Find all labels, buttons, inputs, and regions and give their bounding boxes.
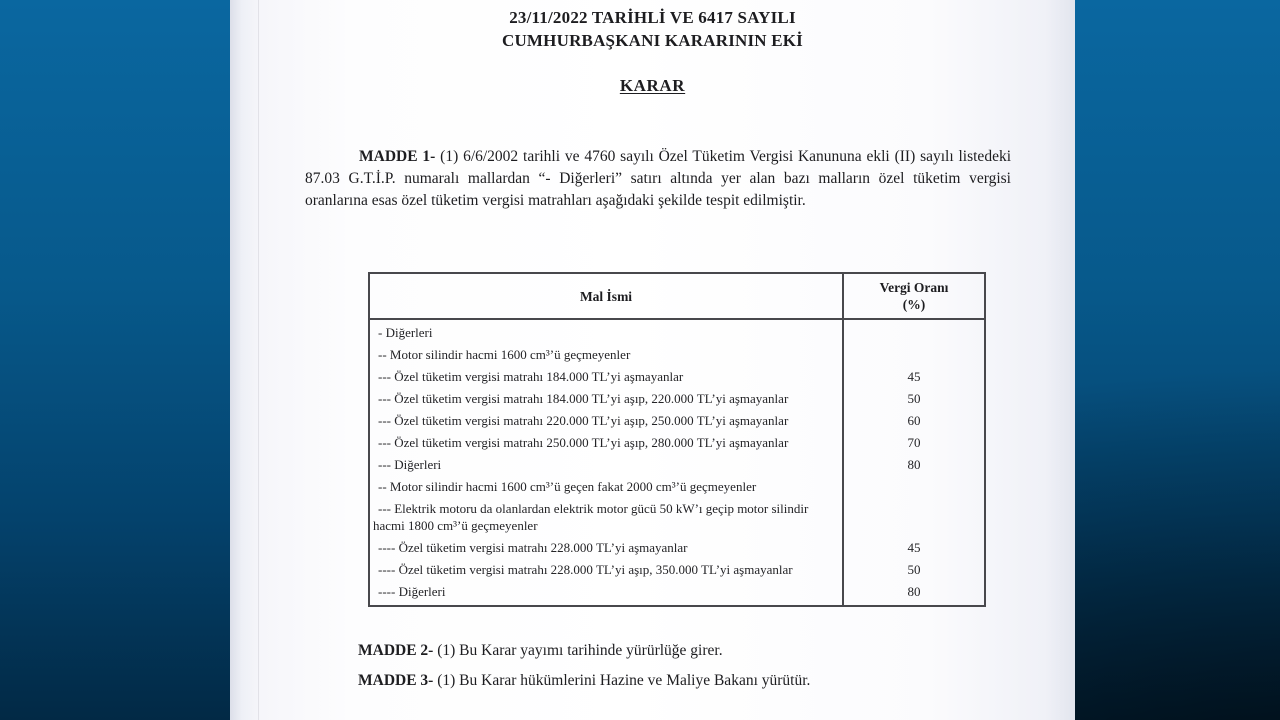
article-2-paragraph	[358, 641, 723, 661]
goods-name-cell: --- Özel tüketim vergisi matrahı 220.000 TL’yi aşıp, 250.000 TL’yi aşmayanlar	[369, 410, 843, 432]
tax-rate-cell: 45	[843, 366, 985, 388]
tax-rate-cell	[843, 319, 985, 344]
goods-name-cell: --- Elektrik motoru da olanlardan elektrik motor gücü 50 kW’ı geçip motor silindir hacmi 1800 cm³’ü geçmeyenler	[369, 498, 843, 537]
column-header-goods-name: Mal İsmi	[369, 273, 843, 319]
article-1-text: (1) 6/6/2002 tarihli ve 4760 sayılı Özel Tüketim Vergisi Kanununa ekli (II) sayılı listedeki 87.03 G.T.İ.P. numaralı mallardan “- Diğerleri” satırı altında yer alan bazı malların özel tüketim vergisi oranlarına esas özel tüketim vergisi matrahları aşağıdaki şekilde tespit edilmiştir.	[305, 148, 1012, 209]
goods-name-cell: ---- Özel tüketim vergisi matrahı 228.000 TL’yi aşmayanlar	[369, 537, 843, 559]
tax-rate-cell: 70	[843, 432, 985, 454]
goods-name-cell: --- Özel tüketim vergisi matrahı 250.000 TL’yi aşıp, 280.000 TL’yi aşmayanlar	[369, 432, 843, 454]
article-2-text: (1) Bu Karar yayımı tarihinde yürürlüğe girer.	[433, 642, 723, 659]
tax-rate-cell	[843, 498, 985, 537]
tax-rate-cell	[843, 476, 985, 498]
document-title	[230, 0, 1075, 52]
table-row	[369, 454, 985, 476]
tax-rate-header-line2: (%)	[902, 297, 926, 312]
goods-name-cell: ---- Özel tüketim vergisi matrahı 228.000 TL’yi aşıp, 350.000 TL’yi aşmayanlar	[369, 559, 843, 581]
table-header-row	[369, 273, 985, 319]
decision-heading: KARAR	[619, 76, 686, 95]
tax-rate-cell: 50	[843, 559, 985, 581]
tax-rate-cell	[843, 344, 985, 366]
column-header-tax-rate	[843, 273, 985, 319]
table-row	[369, 344, 985, 366]
table-row	[369, 410, 985, 432]
tax-rate-table	[368, 272, 986, 607]
article-3-text: (1) Bu Karar hükümlerini Hazine ve Maliye Bakanı yürütür.	[433, 672, 811, 689]
goods-name-cell: --- Özel tüketim vergisi matrahı 184.000 TL’yi aşıp, 220.000 TL’yi aşmayanlar	[369, 388, 843, 410]
article-3-label: MADDE 3-	[358, 672, 434, 689]
article-1-paragraph	[305, 146, 1011, 212]
goods-name-cell: -- Motor silindir hacmi 1600 cm³’ü geçen fakat 2000 cm³’ü geçmeyenler	[369, 476, 843, 498]
tax-rate-cell: 50	[843, 388, 985, 410]
table-row	[369, 537, 985, 559]
table-row	[369, 581, 985, 607]
tax-rate-cell: 45	[843, 537, 985, 559]
tax-rate-header-line1: Vergi Oranı	[879, 280, 949, 295]
table-row	[369, 319, 985, 344]
document-title-line1: 23/11/2022 TARİHLİ VE 6417 SAYILI	[509, 8, 796, 27]
goods-name-cell: - Diğerleri	[369, 319, 843, 344]
table-row	[369, 388, 985, 410]
goods-name-cell: --- Özel tüketim vergisi matrahı 184.000 TL’yi aşmayanlar	[369, 366, 843, 388]
document-title-line2: CUMHURBAŞKANI KARARININ EKİ	[501, 30, 804, 50]
goods-name-cell: --- Diğerleri	[369, 454, 843, 476]
article-2-label: MADDE 2-	[358, 642, 434, 659]
tax-rate-cell: 60	[843, 410, 985, 432]
document-page	[230, 0, 1075, 720]
table-row	[369, 366, 985, 388]
tax-rate-cell: 80	[843, 581, 985, 607]
table-row	[369, 432, 985, 454]
table-row	[369, 476, 985, 498]
table-row	[369, 559, 985, 581]
article-3-paragraph	[358, 671, 810, 691]
table-row	[369, 498, 985, 537]
goods-name-cell: -- Motor silindir hacmi 1600 cm³’ü geçmeyenler	[369, 344, 843, 366]
goods-name-cell: ---- Diğerleri	[369, 581, 843, 607]
tax-rate-cell: 80	[843, 454, 985, 476]
article-1-label: MADDE 1-	[359, 148, 436, 165]
